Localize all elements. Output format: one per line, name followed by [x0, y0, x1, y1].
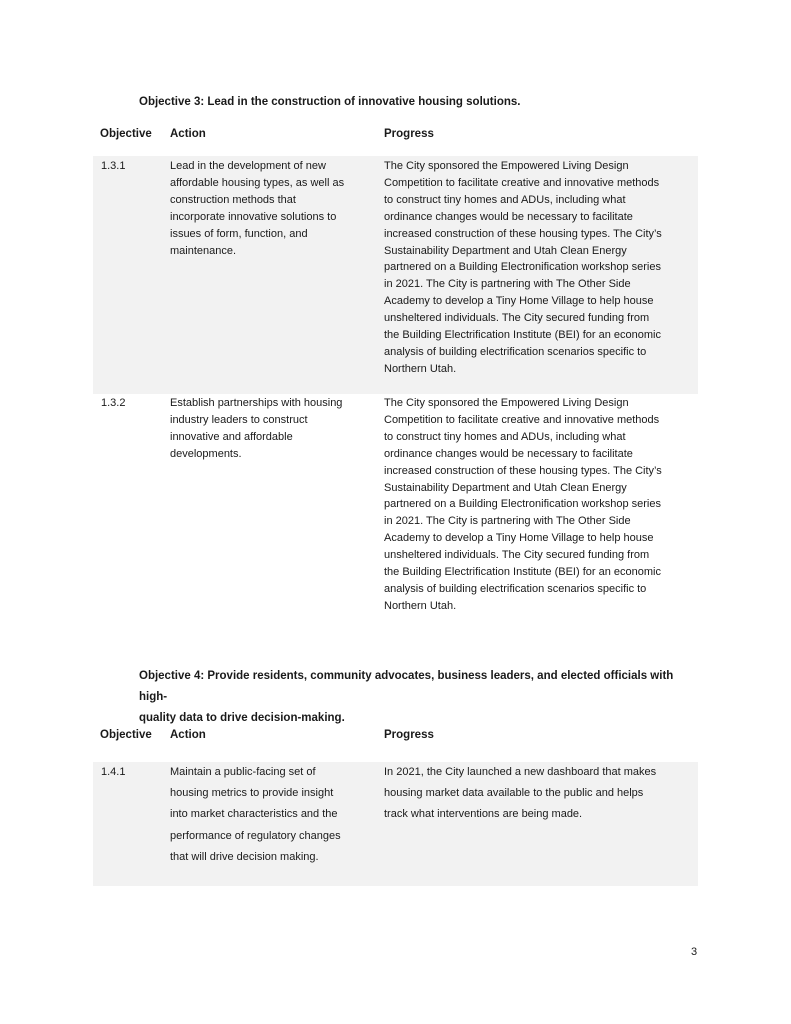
text-line: The City sponsored the Empowered Living Design — [384, 160, 629, 172]
text-line: The City sponsored the Empowered Living Design — [384, 397, 629, 409]
text-line: in 2021. The City is partnering with The Other Side — [384, 278, 631, 291]
text-line: Lead in the development of new — [170, 160, 326, 172]
objective-number: 1.3.2 — [101, 397, 126, 409]
text-line: track what interventions are being made. — [384, 808, 583, 821]
text-line: Maintain a public-facing set of — [170, 766, 316, 778]
heading-line: Objective 3: Lead in the construction of innovative housing solutions. — [139, 96, 521, 108]
text-line: partnered on a Building Electronification workshop series — [384, 498, 661, 511]
text-line: housing market data available to the public and helps — [384, 787, 644, 800]
objective-number: 1.4.1 — [101, 766, 126, 778]
page-number: 3 — [691, 946, 698, 958]
section-heading — [139, 666, 699, 729]
text-line: increased construction of these housing types. The City’s — [384, 464, 662, 477]
text-line: into market characteristics and the — [170, 808, 338, 821]
text-line: increased construction of these housing types. The City’s — [384, 227, 662, 240]
action-text — [170, 395, 365, 463]
column-header-objective: Objective — [100, 128, 152, 140]
text-line: unsheltered individuals. The City secured funding from — [384, 549, 650, 562]
progress-text — [384, 158, 694, 378]
text-line: industry leaders to construct — [170, 413, 308, 426]
text-line: the Building Electrification Institute (BEI) for an economic — [384, 566, 661, 579]
text-line: innovative and affordable — [170, 430, 293, 443]
section-heading — [139, 92, 699, 113]
objective-number: 1.3.1 — [101, 160, 126, 172]
text-line: Academy to develop a Tiny Home Village to help house — [384, 295, 654, 308]
text-line: unsheltered individuals. The City secured funding from — [384, 312, 650, 325]
text-line: Establish partnerships with housing — [170, 397, 343, 409]
text-line: to construct tiny homes and ADUs, including what — [384, 193, 626, 206]
text-line: In 2021, the City launched a new dashboard that makes — [384, 766, 657, 778]
text-line: housing metrics to provide insight — [170, 787, 334, 800]
text-line: issues of form, function, and — [170, 227, 308, 240]
text-line: that will drive decision making. — [170, 850, 319, 863]
text-line: Academy to develop a Tiny Home Village to help house — [384, 532, 654, 545]
progress-text — [384, 762, 694, 826]
column-header-action: Action — [170, 729, 206, 741]
table-row — [93, 762, 698, 886]
text-line: ordinance changes would be necessary to facilitate — [384, 210, 633, 223]
text-line: analysis of building electrification scenarios specific to — [384, 345, 647, 358]
action-text — [170, 158, 365, 259]
text-line: Competition to facilitate creative and innovative methods — [384, 413, 660, 426]
text-line: in 2021. The City is partnering with The Other Side — [384, 515, 631, 528]
text-line: to construct tiny homes and ADUs, including what — [384, 430, 626, 443]
text-line: performance of regulatory changes — [170, 829, 341, 842]
text-line: Competition to facilitate creative and innovative methods — [384, 176, 660, 189]
table-row — [93, 394, 698, 620]
text-line: ordinance changes would be necessary to facilitate — [384, 447, 633, 460]
text-line: Northern Utah. — [384, 599, 457, 612]
text-line: incorporate innovative solutions to — [170, 210, 337, 223]
text-line: affordable housing types, as well as — [170, 176, 345, 189]
column-header-action: Action — [170, 128, 206, 140]
heading-line: Objective 4: Provide residents, community advocates, business leaders, and elected officials with high- — [139, 670, 674, 703]
table-row — [93, 156, 698, 394]
column-header-progress: Progress — [384, 128, 434, 140]
text-line: Sustainability Department and Utah Clean Energy — [384, 481, 627, 494]
action-text — [170, 762, 365, 868]
column-header-objective: Objective — [100, 729, 152, 741]
text-line: the Building Electrification Institute (BEI) for an economic — [384, 329, 661, 342]
text-line: Sustainability Department and Utah Clean Energy — [384, 244, 627, 257]
text-line: partnered on a Building Electronification workshop series — [384, 261, 661, 274]
progress-text — [384, 395, 694, 615]
heading-line: quality data to drive decision-making. — [139, 712, 345, 724]
column-header-progress: Progress — [384, 729, 434, 741]
text-line: analysis of building electrification scenarios specific to — [384, 582, 647, 595]
text-line: developments. — [170, 447, 242, 460]
text-line: maintenance. — [170, 244, 237, 257]
text-line: construction methods that — [170, 193, 296, 206]
text-line: Northern Utah. — [384, 362, 457, 375]
